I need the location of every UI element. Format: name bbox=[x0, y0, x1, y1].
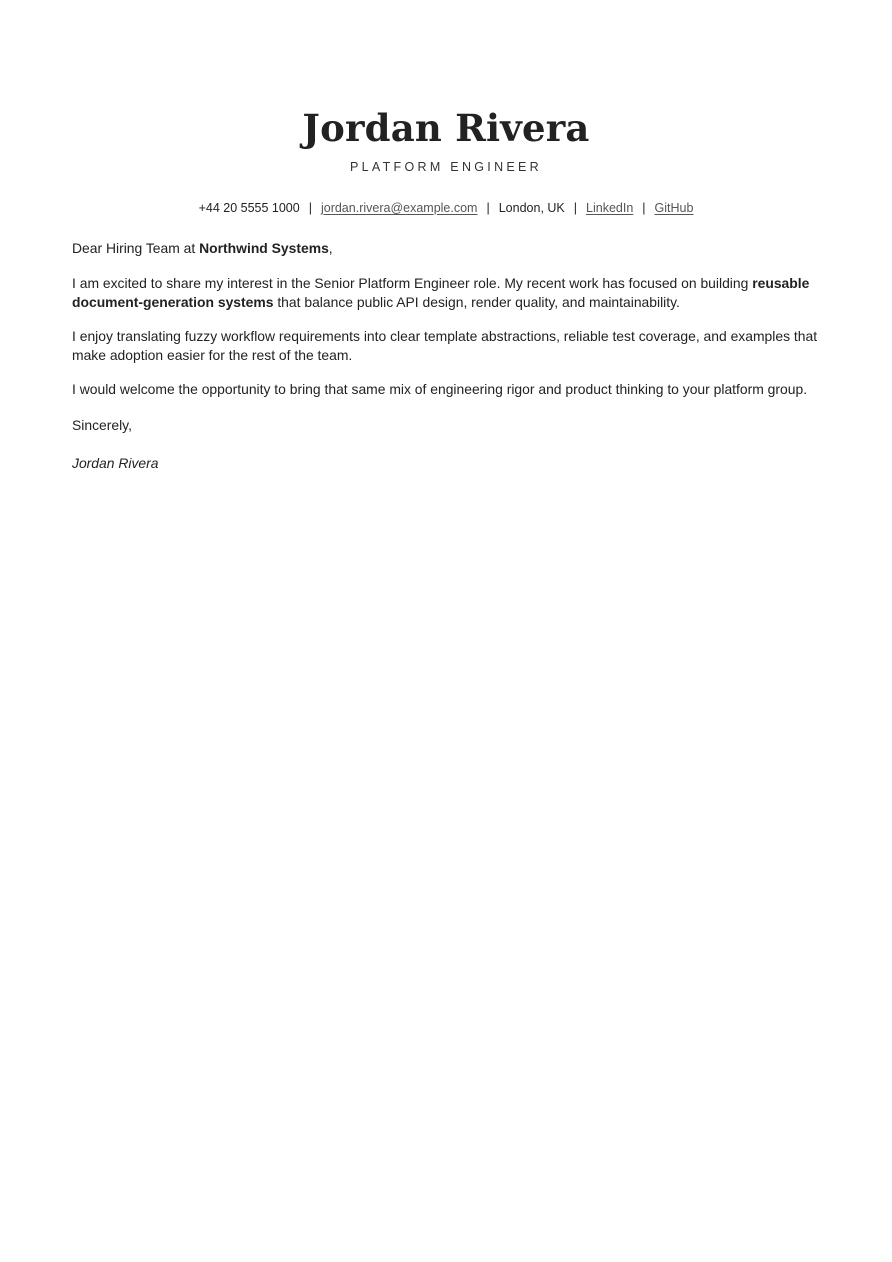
paragraph-3: I would welcome the opportunity to bring that same mix of engineering rigor and product thinking to your platform group. bbox=[72, 381, 808, 397]
location: London, UK bbox=[498, 201, 565, 215]
paragraph-1-emphasis: reusable document-generation systems bbox=[72, 275, 810, 310]
separator: | bbox=[573, 201, 578, 215]
applicant-name: Jordan Rivera bbox=[302, 106, 590, 150]
phone-number: +44 20 5555 1000 bbox=[198, 201, 300, 215]
email-link[interactable]: jordan.rivera@example.com bbox=[320, 201, 478, 215]
linkedin-link[interactable]: LinkedIn bbox=[586, 201, 634, 215]
greeting-suffix: , bbox=[328, 240, 333, 256]
github-link[interactable]: GitHub bbox=[654, 201, 694, 215]
paragraph-1-text-end: that balance public API design, render quality, and maintainability. bbox=[273, 294, 680, 310]
contact-line bbox=[72, 200, 820, 216]
greeting bbox=[72, 239, 820, 258]
closing: Sincerely, bbox=[72, 417, 132, 433]
signature: Jordan Rivera bbox=[72, 455, 159, 471]
letter-body bbox=[72, 239, 820, 490]
paragraph-2: I enjoy translating fuzzy workflow requirements into clear template abstractions, reliable test coverage, and examples that make adoption easier for the rest of the team. bbox=[72, 328, 818, 363]
cover-letter-page bbox=[72, 0, 820, 1262]
separator: | bbox=[486, 201, 490, 215]
greeting-prefix: Dear Hiring Team at bbox=[72, 240, 200, 256]
company-name: Northwind Systems bbox=[199, 240, 329, 256]
separator: | bbox=[308, 201, 312, 215]
applicant-role: PLATFORM ENGINEER bbox=[350, 160, 542, 174]
separator: | bbox=[642, 201, 646, 215]
paragraph-1 bbox=[72, 274, 820, 312]
paragraph-1-text: I am excited to share my interest in the Senior Platform Engineer role. My recent work has focused on building bbox=[72, 275, 753, 291]
